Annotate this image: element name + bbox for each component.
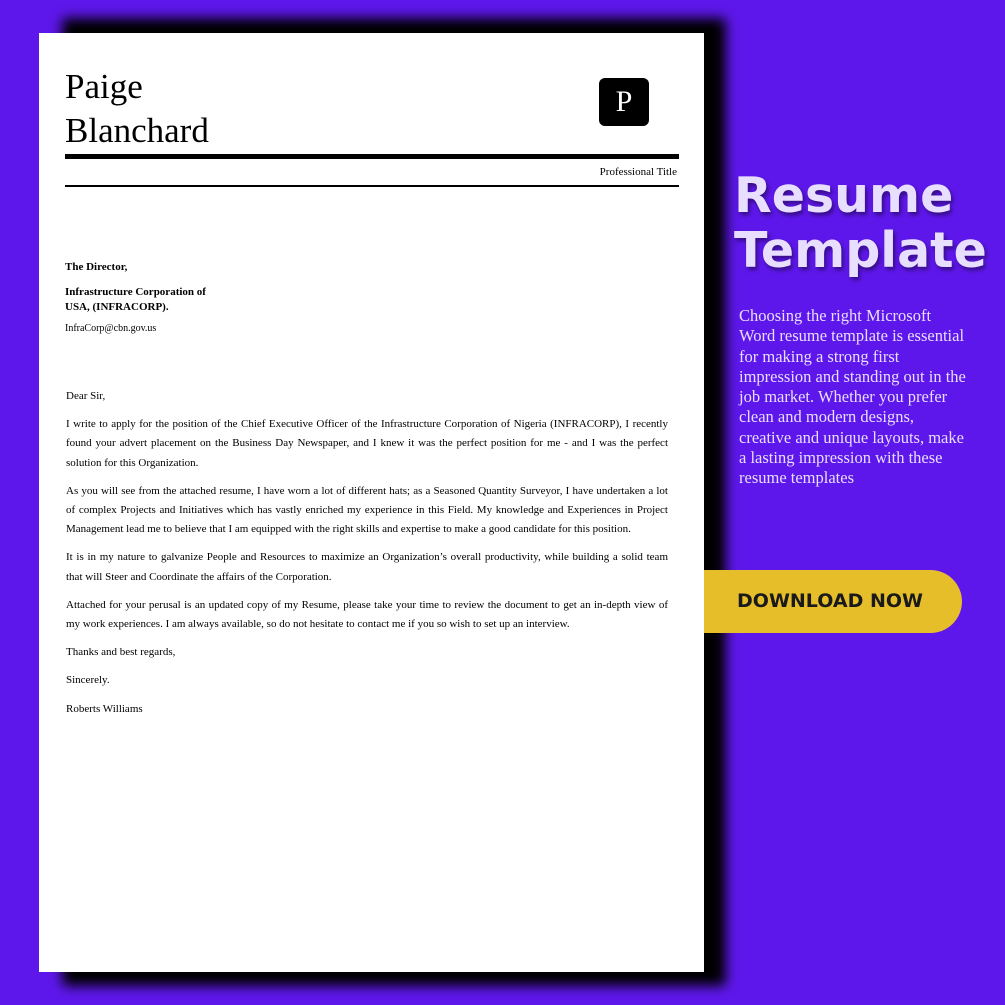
letter-paragraph: As you will see from the attached resume, I have worn a lot of different hats; as a Seasoned Quantity Surveyor, I have undertaken a lot of complex Projects and Initiatives which has vastly enriched my experience in this Field. My knowledge and Experiences in Project Management lead me to believe that I am equipped with the right skills and expertise to make a good candidate for this position. bbox=[66, 484, 668, 536]
letter-signature: Roberts Williams bbox=[66, 702, 143, 715]
resume-page-preview bbox=[39, 33, 704, 972]
recipient-organization bbox=[65, 285, 206, 315]
letter-closing: Thanks and best regards, bbox=[66, 646, 176, 659]
monogram-logo: P bbox=[599, 78, 649, 126]
header-divider-thin bbox=[65, 185, 679, 187]
recipient-email: InfraCorp@cbn.gov.us bbox=[65, 323, 157, 334]
resume-last-name: Blanchard bbox=[65, 111, 209, 150]
promo-description: Choosing the right Microsoft Word resume template is essential for making a strong first impression and standing out in the job market. Whether you prefer clean and modern designs, creative and unique layouts, make a lasting impression with these resume templates bbox=[739, 306, 966, 488]
promo-heading-line-2: Template bbox=[734, 222, 987, 279]
organization-line-2: USA, (INFRACORP). bbox=[65, 301, 169, 313]
organization-line-1: Infrastructure Corporation of bbox=[65, 286, 206, 298]
header-divider-thick bbox=[65, 154, 679, 159]
professional-title: Professional Title bbox=[599, 166, 677, 178]
letter-paragraph: It is in my nature to galvanize People and Resources to maximize an Organization’s overall productivity, while building a solid team that will Steer and Coordinate the affairs of the Corporation. bbox=[66, 551, 668, 583]
promo-heading-line-1: Resume bbox=[734, 167, 954, 224]
letter-body bbox=[66, 387, 668, 728]
recipient: The Director, bbox=[65, 261, 128, 273]
letter-salutation: Dear Sir, bbox=[66, 390, 106, 402]
download-now-button[interactable]: DOWNLOAD NOW bbox=[704, 570, 962, 633]
resume-name bbox=[65, 65, 209, 153]
promo-heading bbox=[734, 168, 987, 278]
letter-paragraph: Attached for your perusal is an updated copy of my Resume, please take your time to review the document to get an in-depth view of my work experiences. I am always available, so do not hesitate to contact me if you so wish to set up an interview. bbox=[66, 598, 668, 631]
resume-first-name: Paige bbox=[65, 67, 143, 106]
letter-signoff: Sincerely. bbox=[66, 674, 110, 687]
letter-paragraph: I write to apply for the position of the Chief Executive Officer of the Infrastructure Corporation of Nigeria (INFRACORP), I recently found your advert placement on the Business Day Newspaper, and I knew it was the perfect position for me - and I was the perfect solution for this Organization. bbox=[66, 418, 668, 469]
